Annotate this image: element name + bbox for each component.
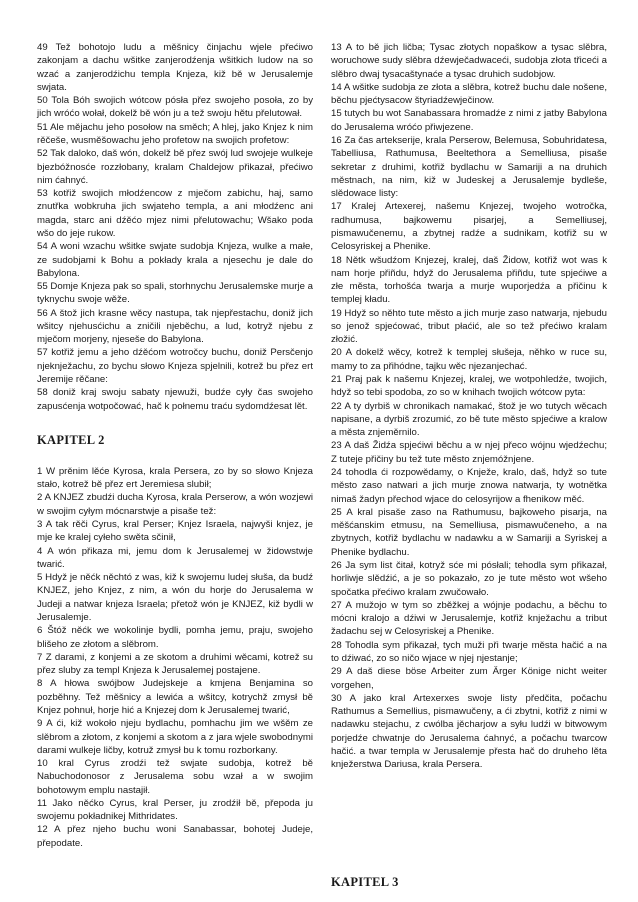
verse: 49 Tež bohotojo ludu a měšnicy činjachu wjele přećiwo zakonjam a dachu wšitke zanjerodźenja wšitkich ludow na so wzać a zanjerodźichu templa Knjeza, kiž bě w Jerusalemje swjata. [37, 42, 313, 93]
verse: 53 kotřiž swojich młodźencow z mječom zabichu, haj, samo znutřka wobkruha jich swjateho templa, a ani młodźenc ani magda, starc ani dźěćo mjez nimi přelutowachu; Wšako poda wšo do jeje rukow. [37, 188, 313, 239]
verse: 18 Nětk wšudźom Knjezej, kralej, daš Židow, kotřiž wot was k nam horje přiñdu, hdyž do Jerusalema přiñdu, tute spjećiwe a złe města, torhošća twarja a murje wuporjedźa a přičinu k templej kładu. [331, 254, 607, 306]
verse: 54 A woni wzachu wšitke swjate sudobja Knjeza, wulke a małe, ze sudobjami k Bohu a pokłady krala a njesechu je dale do Babylona. [37, 241, 313, 279]
verse: 29 A daš diese böse Arbeiter zum Ärger Könige nicht weiter vorgehen, [331, 666, 607, 691]
verse: 10 kral Cyrus zrodźi tež swjate sudobja, kotrež bě Nabuchodonosor z Jerusalema sobu wzał a w swojim bohotowym emplu nastajił. [37, 758, 313, 796]
verse: 5 Hdyž je něćk něchtó z was, kiž k swojemu ludej słuša, da budź KNJEZ, jeho Knjez, z nim, a wón du horje do Jerusalema w Judeji a natwar knjeza Israela; přetož wón je KNJEZ, kiž bydli w Jerusalemje. [37, 572, 313, 623]
verse: 50 Tola Bóh swojich wótcow pósła přez swojeho posoła, zo by jich wróćo wołał, dokelž bě wón ju a tež swoju hětu přelutował. [37, 95, 313, 120]
verse: 51 Ale mějachu jeho posołow na směch; A hlej, jako Knjez k nim rěčeše, wusměšowachu jeho profetow na swojich profetow: [37, 121, 313, 146]
verse: 12 A přez njeho buchu woni Sanabassar, bohotej Judeje, přepodate. [37, 824, 313, 849]
chapter-heading: KAPITEL 3 [331, 875, 399, 890]
verse: 24 tohodla ći rozpowědamy, o Knježe, kralo, daš, hdyž so tute město zaso natwari a jich murje znowa natwarja, ty wotnětka nimaš žadyn přechod wjace do celosyrijow a fhenikow měć. [331, 467, 607, 505]
verse: 4 A wón přikaza mi, jemu dom k Jerusalemej w židowstwje twarić. [37, 545, 313, 570]
verse: 57 kotřiž jemu a jeho dźěćom wotročcy buchu, doniž Persčenjo njeknježachu, zo bychu słowo Knjeza spjelnili, kotrež bu přez ert Jeremije rěčane: [37, 347, 313, 386]
left-column [37, 41, 313, 850]
verse: 28 Tohodla sym přikazał, tych muži při twarje města hačić a na to dźiwać, zo so ničo wjace w njej njestanje; [331, 639, 607, 664]
verse: 21 Praj pak k našemu Knjezej, kralej, we wotpohledźe, twojich, hdyž so tebi spodoba, zo so w knihach twojich wótcow pyta: [331, 374, 607, 399]
verse: 13 A to bě jich ličba; Tysac złotych nopaškow a tysac slěbra, woruchowe sudy slěbra dźewječadwaceći, sudobja złota třiceći a slěbro dwaj tysacaštynaće a tysac druhich sudobjow. [331, 42, 607, 80]
verse: 56 A štož jich krasne wěcy nastupa, tak njepřestachu, doniž jich wšitcy njehusćichu a zničili njeběchu, a lud, kotryž njebu z mječom morjeny, njeseše do Babylona. [37, 307, 313, 346]
verse: 20 A dokelž wěcy, kotrež k templej słušeja, něhko w ruce su, mamy to za přihódne, tajku wěc njezanjechać. [331, 347, 607, 372]
verse: 55 Domje Knjeza pak so spali, storhnychu Jerusalemske murje a tyknychu swoje wěže. [37, 281, 313, 306]
verse: 14 A wšitke sudobja ze złota a slěbra, kotrež buchu dale nošene, běchu pjećtysacow štyriadźewječinow. [331, 81, 607, 107]
verse: 22 A ty dyrbiš w chronikach namakać, štož je wo tutych wěcach napisane, a dyrbiš zrozumić, zo bě tute město spjećiwe a kralow a města znjeměrnilo. [331, 400, 607, 439]
verse: 15 tutych bu wot Sanabassara hromadźe z nimi z jatby Babylona do Jerusalema wróćo přiwjezene. [331, 108, 607, 133]
verse: 26 Ja sym list čitał, kotryž sće mi pósłali; tehodla sym přikazał, horliwje slědźić, a je so pokazało, zo je tute město wot wšeho spočatka přećiwo kralam zwučowało. [331, 559, 607, 598]
verse: 23 A daš Židźa spjećiwi běchu a w njej přeco wójnu wjedźechu; Z tuteje přičiny bu tež tute město znjemóžnjene. [331, 440, 607, 465]
verse: 11 Jako něćko Cyrus, kral Perser, ju zrodźił bě, přepoda ju swojemu pokładnikej Mithridates. [37, 797, 313, 823]
chapter-heading: KAPITEL 2 [37, 432, 105, 447]
verse: 7 Z darami, z konjemi a ze skotom a druhimi wěcami, kotrež su přez sluby za templ Knjeza k Jerusalemej postajene. [37, 651, 313, 677]
verse: 19 Hdyž so něhto tute město a jich murje zaso natwarja, njebudu so jenož spjećować, tribut płaćić, ale so tež přećiwo kralam złožić. [331, 307, 607, 346]
verse: 3 A tak rěči Cyrus, kral Perser; Knjez Israela, najwyši knjez, je mje ke kralej cyłeho swěta sčinił, [37, 519, 313, 544]
verse: 25 A kral pisaše zaso na Rathumusu, bajkoweho pisarja, na měšćanskim etmusu, na Semelliusa, pismawučeneho, a na zbytnych, kotřiž bydlachu w nadawku a w Samariji a Syriskej a Phenike bydlachu. [331, 506, 607, 558]
right-column [331, 41, 607, 889]
verse: 2 A KNJEZ zbudźi ducha Kyrosa, krala Perserow, a wón wozjewi w swojim cyłym mócnarstwje a pisaše tež: [37, 492, 313, 517]
verse: 30 A jako kral Artexerxes swoje listy předčita, počachu Rathumus a Semellius, pismawučeny, a ći zbytni, kotřiž z nimi w nadawku stejachu, z cwólba jěcharjow a syłu ludźi w bitwowym porjedźe chwatnje do Jerusalema ćahnyć, a počachu twarcow hačić. a twar templa w Jerusalemje přesta hač do druheho lěta knježerstwa Dariusa, krala Persera. [331, 692, 607, 771]
verse: 9 A ći, kiž wokoło njeju bydlachu, pomhachu jim we wšěm ze slěbrom a złotom, z konjemi a skotom a z jara wjele swobodnymi darami wulkeje ličby, kotruž zmysł bu k tomu rozborkany. [37, 718, 313, 756]
verse: 58 doniž kraj swoju sabaty njewuži, budźe cyły čas swojeho zapusćenja wotpočować, hač k połnemu traću sydomdźesat lět. [37, 387, 313, 412]
verse: 52 Tak daloko, daš wón, dokelž bě přez swój lud swojeje wulkeje bjezbóžnosće rozzłobany, kralam Chaldejow přikazał, přećiwo nim ćahnyć. [37, 148, 313, 186]
verse: 6 Štóž něćk we wokolinje bydli, pomha jemu, praju, swojeho blišeho ze złotom a slěbrom. [37, 625, 313, 650]
verse: 1 W prěnim lěće Kyrosa, krala Persera, zo by so słowo Knjeza stało, kotrež bě přez ert Jeremiesa slubił; [37, 465, 313, 491]
verse: 8 A hłowa swójbow Judejskeje a kmjena Benjamina so pozběhny. Tež měšnicy a lewića a wšitcy, kotrychž zmysł bě Knjez pohnuł, horje hić a Knjezej dom k Jerusalemej twarić, [37, 678, 313, 716]
verse: 17 Kralej Artexerej, našemu Knjezej, twojeho wotročka, radhumusa, bajkowemu pisarjej, a Semelliusej, pismawučenemu, a zbytnej radźe a sudnikam, kotřiž su w Celosyriskej a Phenike. [331, 201, 607, 253]
verse: 27 A mužojo w tym so zběžkej a wójnje podachu, a běchu to mócni kralojo a dźiwi w Jerusalemje, kotřiž knježachu a tribut žadachu sej w Celosyriskej a Phenike. [331, 599, 607, 638]
verse: 16 Za čas artekserije, krala Perserow, Belemusa, Sobuhridatesa, Tabelliusa, Rathumusa, Beeltethora a Semelliusa, pisaše sekretar z druhimi, kotřiž bydlachu w Samariji a na druhich městnach, na nim, kiž w Judeskej a Jerusalemje bydleše, slědowace listy: [331, 134, 607, 200]
